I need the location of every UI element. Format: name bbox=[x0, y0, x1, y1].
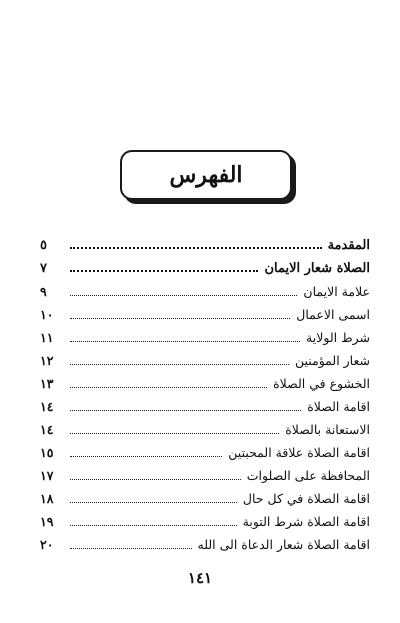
toc-entry[interactable] bbox=[40, 257, 370, 280]
toc-entry-title: شرط الولاية bbox=[306, 330, 370, 345]
toc-entry[interactable] bbox=[40, 464, 370, 487]
toc-entry-title: شعار المؤمنين bbox=[294, 353, 370, 368]
toc-entry-page: ١٣ bbox=[40, 376, 54, 391]
toc-entry-title: علامة الايمان bbox=[303, 284, 370, 299]
dot-leader bbox=[70, 364, 289, 365]
toc-entry[interactable] bbox=[40, 418, 370, 441]
toc-entry-title: اقامة الصلاة في كل حال bbox=[242, 491, 370, 506]
toc-entry[interactable] bbox=[40, 395, 370, 418]
toc-entry-page: ٧ bbox=[40, 261, 47, 276]
contents-title: الفهرس bbox=[169, 162, 243, 188]
toc-entry-page: ١٤ bbox=[40, 422, 54, 437]
dot-leader bbox=[70, 318, 290, 319]
toc-entry-page: ١٩ bbox=[40, 514, 54, 529]
dot-leader bbox=[70, 270, 258, 272]
dot-leader bbox=[70, 502, 237, 503]
toc-entry-page: ١٥ bbox=[40, 445, 54, 460]
toc-entry[interactable] bbox=[40, 234, 370, 257]
toc-entry-page: ١٤ bbox=[40, 399, 54, 414]
dot-leader bbox=[70, 479, 241, 480]
toc-entry-title: اقامة الصلاة علاقة المحبتين bbox=[228, 445, 370, 460]
dot-leader bbox=[70, 295, 297, 296]
toc-entry-page: ٥ bbox=[40, 238, 47, 253]
toc-entry-page: ٢٠ bbox=[40, 537, 54, 552]
toc-entry-title: الاستعانة بالصلاة bbox=[285, 422, 370, 437]
dot-leader bbox=[70, 456, 222, 457]
dot-leader bbox=[70, 247, 322, 249]
toc-entry-page: ٩ bbox=[40, 284, 47, 299]
dot-leader bbox=[70, 410, 301, 411]
dot-leader bbox=[70, 387, 267, 388]
toc-entry[interactable] bbox=[40, 349, 370, 372]
toc-entry-title: الخشوع في الصلاة bbox=[273, 376, 370, 391]
toc-entry[interactable] bbox=[40, 326, 370, 349]
toc-entry[interactable] bbox=[40, 303, 370, 326]
toc-entry[interactable] bbox=[40, 441, 370, 464]
dot-leader bbox=[70, 433, 279, 434]
dot-leader bbox=[70, 525, 237, 526]
toc-entry-title: اقامة الصلاة bbox=[307, 399, 370, 414]
toc-entry[interactable] bbox=[40, 487, 370, 510]
toc-entry-page: ١١ bbox=[40, 330, 54, 345]
contents-title-frame bbox=[120, 150, 292, 200]
toc-entry-page: ١٧ bbox=[40, 468, 54, 483]
toc-entry[interactable] bbox=[40, 280, 370, 303]
table-of-contents bbox=[40, 234, 370, 556]
toc-entry-title: المحافظة على الصلوات bbox=[246, 468, 370, 483]
toc-entry-title: اقامة الصلاة شعار الدعاة الى الله bbox=[197, 537, 370, 552]
toc-entry-title: اقامة الصلاة شرط التوبة bbox=[242, 514, 370, 529]
dot-leader bbox=[70, 548, 192, 549]
toc-entry-title: المقدمة bbox=[327, 238, 370, 253]
toc-entry-title: اسمى الاعمال bbox=[296, 307, 370, 322]
toc-entry-page: ١٠ bbox=[40, 307, 54, 322]
dot-leader bbox=[70, 341, 300, 342]
page-number: ١٤١ bbox=[187, 569, 213, 587]
toc-entry-page: ١٨ bbox=[40, 491, 54, 506]
toc-entry[interactable] bbox=[40, 533, 370, 556]
toc-entry-page: ١٢ bbox=[40, 353, 54, 368]
toc-entry-title: الصلاة شعار الايمان bbox=[264, 261, 370, 276]
toc-entry[interactable] bbox=[40, 510, 370, 533]
toc-entry[interactable] bbox=[40, 372, 370, 395]
